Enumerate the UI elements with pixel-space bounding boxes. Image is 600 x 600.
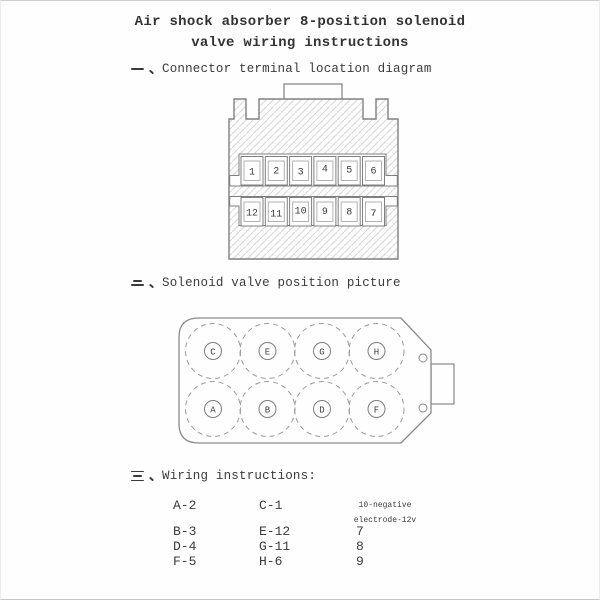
power-note-line2: electrode-12v xyxy=(353,516,417,525)
terminal-number: 1 xyxy=(248,167,256,179)
wiring-cell: A-2 xyxy=(173,498,197,513)
valve-position-E xyxy=(259,343,276,360)
wiring-cell: B-3 xyxy=(173,524,197,539)
valve-position-F xyxy=(368,401,385,418)
valve-connector-tab xyxy=(431,364,454,404)
terminal-number: 2 xyxy=(273,166,280,178)
terminal-number: 4 xyxy=(321,164,328,176)
terminal-7 xyxy=(363,198,385,227)
valve-letter: C xyxy=(210,347,216,358)
wiring-cell: G-11 xyxy=(259,539,291,554)
valve-position-H xyxy=(368,343,385,360)
terminal-9 xyxy=(314,198,336,227)
section-one-label: Connector terminal location diagram xyxy=(162,62,432,76)
terminal-2 xyxy=(265,157,287,186)
terminal-10 xyxy=(290,198,312,227)
wiring-cell: C-1 xyxy=(259,498,283,513)
valve-position-A xyxy=(205,401,222,418)
valve-position-B xyxy=(259,401,276,418)
valve-letter: A xyxy=(210,405,216,416)
section-one-number-icon xyxy=(131,63,144,76)
valve-letter: H xyxy=(373,347,380,358)
terminal-number: 7 xyxy=(370,209,377,220)
wiring-cell: 9 xyxy=(356,554,364,569)
connector-latch-tab xyxy=(284,84,342,100)
page-title-line1: Air shock absorber 8-position solenoid xyxy=(134,14,466,30)
terminal-number: 5 xyxy=(346,165,353,177)
terminal-number: 8 xyxy=(346,207,353,219)
wiring-cell: 7 xyxy=(356,524,364,539)
wiring-cell: E-12 xyxy=(259,524,291,539)
mounting-hole-top xyxy=(419,354,427,362)
terminal-number: 3 xyxy=(297,167,304,179)
terminal-number: 6 xyxy=(370,166,377,178)
terminal-number: 11 xyxy=(270,209,283,221)
section-two-number-icon xyxy=(131,277,144,290)
solenoid-valve-diagram xyxy=(169,307,469,457)
terminal-1 xyxy=(241,157,263,186)
terminal-6 xyxy=(363,157,385,186)
terminal-number: 12 xyxy=(245,208,259,220)
wiring-cell: F-5 xyxy=(173,554,197,569)
ideographic-comma-icon xyxy=(149,70,154,75)
section-two-heading xyxy=(131,276,401,290)
power-note-line1: 10-negative xyxy=(358,501,412,510)
section-three-number-icon xyxy=(131,470,144,483)
valve-position-D xyxy=(314,401,331,418)
terminal-number: 9 xyxy=(321,207,328,218)
section-two-label: Solenoid valve position picture xyxy=(162,276,401,290)
terminal-3 xyxy=(290,157,312,186)
valve-letter: G xyxy=(319,347,325,358)
terminal-12 xyxy=(241,198,263,227)
valve-position-C xyxy=(205,343,222,360)
ideographic-comma-icon xyxy=(149,284,154,289)
valve-letter: B xyxy=(264,405,271,416)
connector-terminal-diagram xyxy=(204,79,424,263)
mounting-hole-bottom xyxy=(419,404,427,412)
ideographic-comma-icon xyxy=(149,477,154,482)
page-title-line2: valve wiring instructions xyxy=(191,35,409,51)
section-one-heading xyxy=(131,62,432,76)
valve-letter: F xyxy=(373,405,380,416)
section-three-heading xyxy=(131,469,316,483)
terminal-number: 10 xyxy=(294,206,307,218)
wiring-cell-power-note xyxy=(341,498,429,524)
wiring-cell: H-6 xyxy=(259,554,283,569)
wiring-table xyxy=(173,498,453,569)
terminal-4 xyxy=(314,157,336,186)
terminal-5 xyxy=(338,157,360,186)
valve-letter: E xyxy=(264,347,271,358)
terminal-8 xyxy=(338,198,360,227)
wiring-cell: D-4 xyxy=(173,539,197,554)
section-three-label: Wiring instructions: xyxy=(162,469,317,483)
page-title xyxy=(1,12,599,54)
terminal-11 xyxy=(265,198,287,227)
valve-body-outline xyxy=(179,318,431,443)
wiring-cell: 8 xyxy=(356,539,364,554)
valve-letter: D xyxy=(319,405,325,416)
valve-position-G xyxy=(314,343,331,360)
